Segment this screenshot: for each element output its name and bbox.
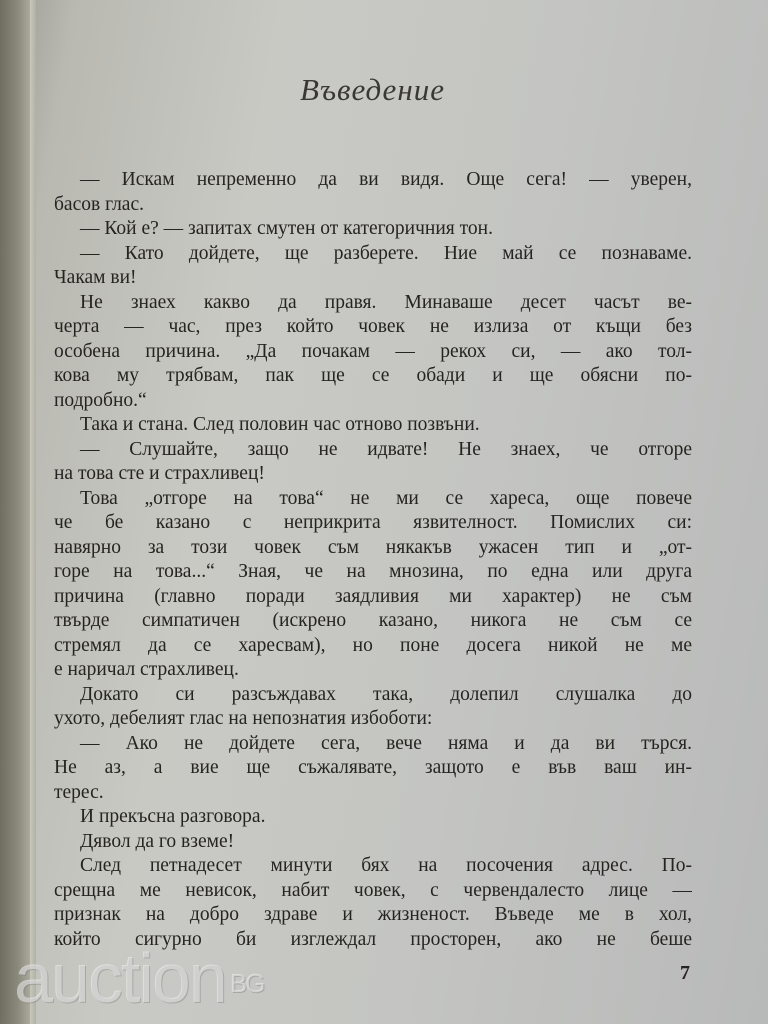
text-line: терес. (54, 781, 104, 803)
text-line: на това сте и страхливец! (54, 463, 265, 484)
text-line: — Слушайте, защо не идвате! Не знаех, че отгоре (80, 438, 692, 460)
body-text (54, 168, 692, 952)
text-line: — Кой е? — запитах смутен от категоричния тон. (80, 218, 493, 239)
text-line: който сигурно би изглеждал просторен, ако не беше (54, 928, 692, 950)
book-spine-shadow (0, 0, 30, 1024)
text-line: — Като дойдете, ще разберете. Ние май се познаваме. (80, 242, 692, 264)
text-line: кова му трябвам, пак ще се обади и ще обясни по- (54, 365, 692, 386)
page-edge (30, 0, 36, 1024)
text-line: И прекъсна разговора. (80, 806, 266, 827)
text-line: басов глас. (54, 193, 144, 215)
text-line: ухото, дебелият глас на непознатия избоботи: (54, 708, 433, 729)
text-line: Дявол да го вземе! (80, 830, 235, 852)
text-line: черта — час, през който човек не излиза от къщи без (54, 316, 692, 337)
watermark-main: auction (14, 939, 226, 1017)
text-line: Не аз, а вие ще съжалявате, защото е във ваш ин- (54, 757, 692, 778)
text-line: е наричал страхливец. (54, 659, 239, 680)
text-line: признак на добро здраве и жизненост. Въведе ме в хол, (54, 904, 692, 925)
text-line: че бе казано с неприкрита язвителност. Помислих си: (54, 512, 692, 533)
text-line: горе на това...“ Зная, че на мнозина, по една или друга (54, 561, 692, 582)
watermark-suffix: BG (229, 968, 264, 999)
watermark-logo (14, 938, 263, 1018)
text-line: Не знаех какво да правя. Минаваше десет часът ве- (80, 291, 692, 313)
text-line: Така и стана. След половин час отново позвъни. (80, 414, 480, 435)
text-line: твърде симпатичен (искрено казано, никога не съм се (54, 610, 692, 631)
text-line: — Ако не дойдете сега, вече няма и да ви търся. (80, 732, 692, 754)
text-line: След петнадесет минути бях на посочения адрес. По- (80, 855, 692, 876)
text-line: Чакам ви! (54, 267, 137, 288)
text-line: срещна ме невисок, набит човек, с червендалесто лице — (54, 879, 692, 901)
chapter-title: Въведение (300, 72, 445, 107)
text-line: особена причина. „Да почакам — рекох си, — ако тол- (54, 340, 692, 362)
text-line: Това „отгоре на това“ не ми се хареса, още повече (80, 487, 692, 509)
text-line: стремял да се харесвам), но поне досега никой не ме (54, 634, 692, 656)
page-number: 7 (680, 962, 690, 984)
text-line: причина (главно поради заядливия ми характер) не съм (54, 585, 692, 607)
text-line: — Искам непременно да ви видя. Още сега! — уверен, (80, 169, 692, 190)
text-line: подробно.“ (54, 389, 147, 411)
text-line: Докато си разсъждавах така, долепил слушалка до (80, 683, 692, 705)
text-line: навярно за този човек съм някакъв ужасен тип и „от- (54, 536, 692, 558)
